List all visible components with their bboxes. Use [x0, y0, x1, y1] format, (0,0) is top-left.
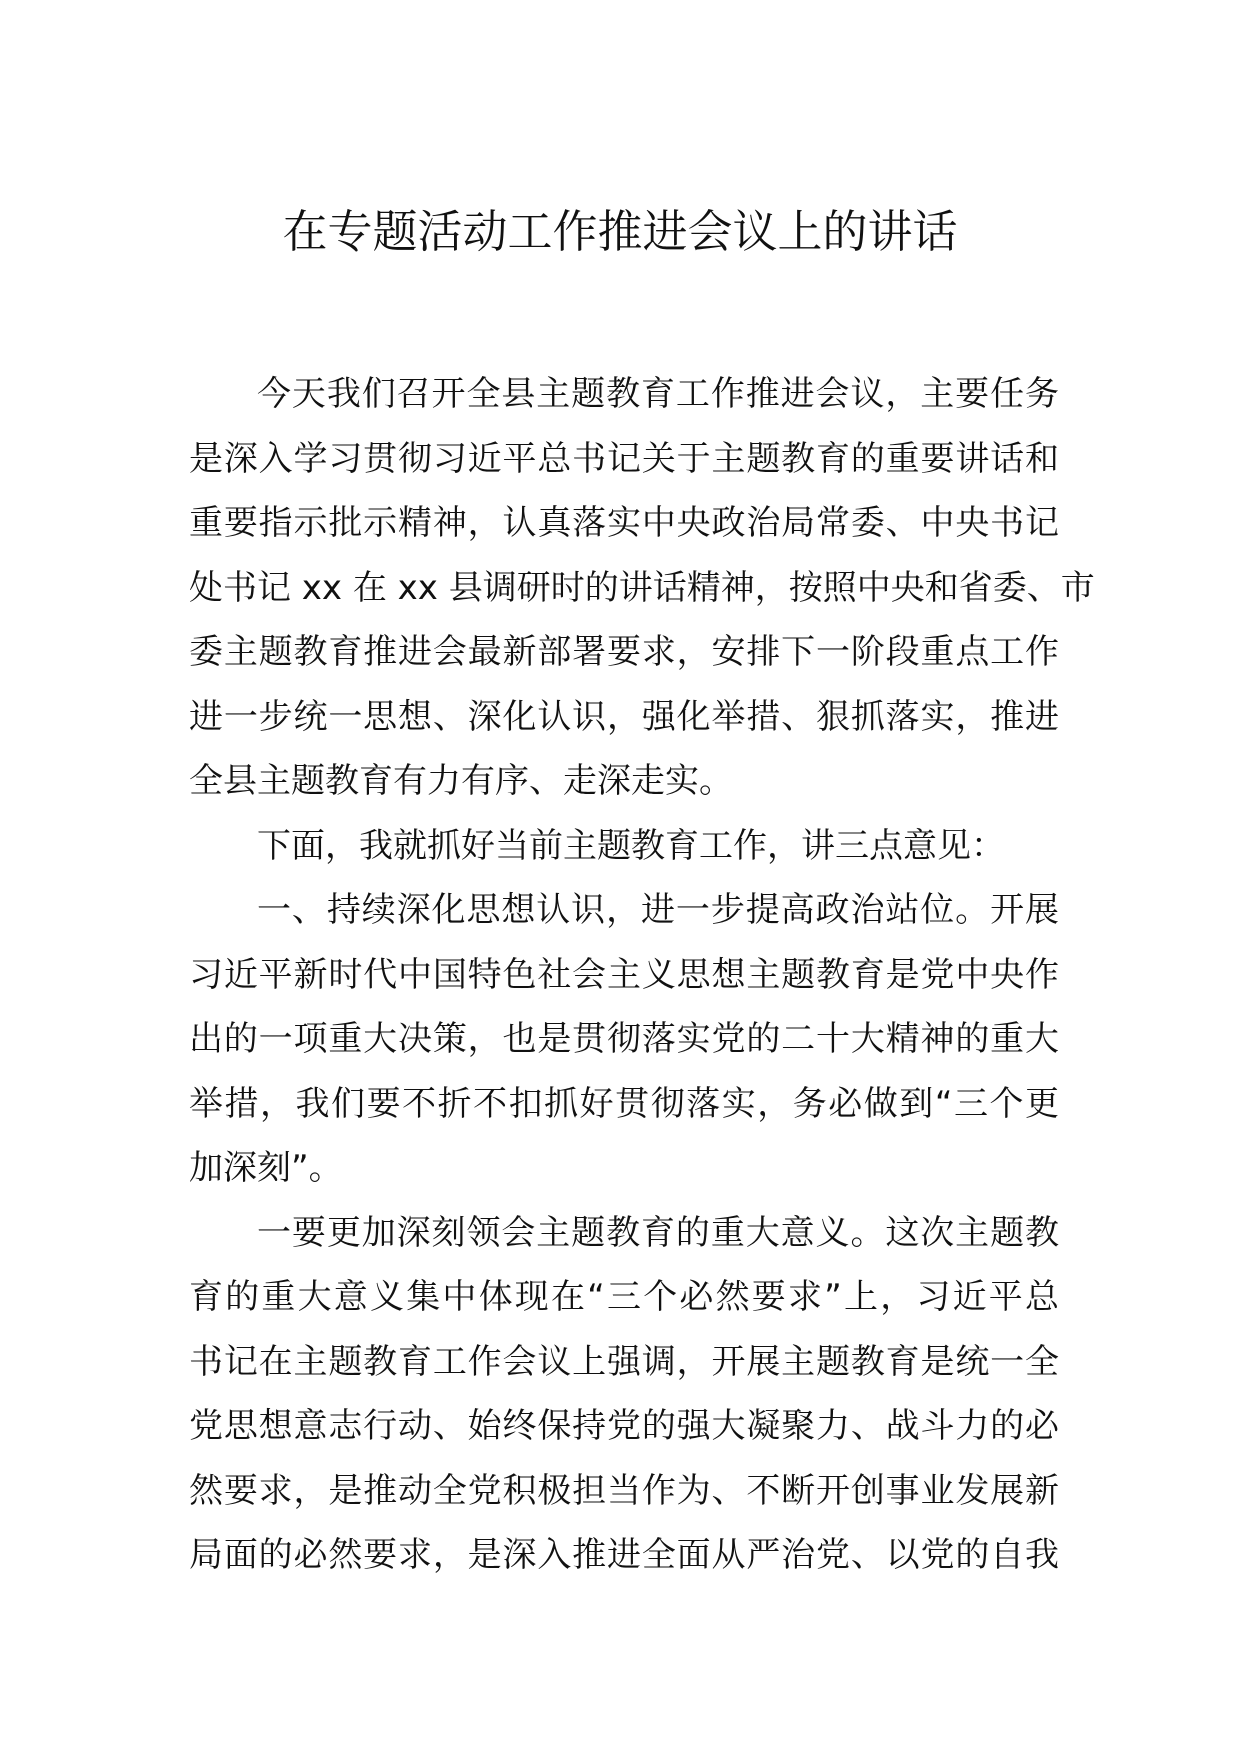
document-title: 在专题活动工作推进会议上的讲话: [282, 205, 958, 258]
text-line: 局面的必然要求，是深入推进全面从严治党、以党的自我: [189, 1535, 1059, 1575]
text-line: 加深刻”。: [189, 1148, 343, 1188]
paragraph-point-one: [189, 1201, 1059, 1588]
text-line: 重要指示批示精神，认真落实中央政治局常委、中央书记: [189, 503, 1059, 543]
text-line: 出的一项重大决策，也是贯彻落实党的二十大精神的重大: [189, 1019, 1059, 1059]
text-line: 进一步统一思想、深化认识，强化举措、狠抓落实，推进: [189, 696, 1059, 737]
text-line: 是深入学习贯彻习近平总书记关于主题教育的重要讲话和: [189, 438, 1059, 479]
text-line: 习近平新时代中国特色社会主义思想主题教育是党中央作: [189, 954, 1059, 995]
text-line: 一、持续深化思想认识，进一步提高政治站位。开展: [257, 890, 1059, 930]
text-line: 党思想意志行动、始终保持党的强大凝聚力、战斗力的必: [189, 1406, 1059, 1446]
text-line: 下面，我就抓好当前主题教育工作，讲三点意见：: [257, 825, 1005, 866]
text-line: 举措，我们要不折不扣抓好贯彻落实，务必做到“三个更: [189, 1083, 1059, 1124]
text-line: 一要更加深刻领会主题教育的重大意义。这次主题教: [257, 1212, 1059, 1253]
text-line: 育的重大意义集中体现在“三个必然要求”上，习近平总: [189, 1277, 1059, 1317]
paragraph-intro: [189, 814, 1059, 879]
paragraph-section-one: [189, 878, 1059, 1201]
paragraph-opening: [189, 362, 1095, 814]
text-line: 书记在主题教育工作会议上强调，开展主题教育是统一全: [189, 1341, 1059, 1382]
text-line: 委主题教育推进会最新部署要求，安排下一阶段重点工作: [189, 632, 1059, 672]
text-line: 然要求，是推动全党积极担当作为、不断开创事业发展新: [189, 1470, 1059, 1511]
text-line: 今天我们召开全县主题教育工作推进会议，主要任务: [257, 374, 1059, 414]
text-line: 全县主题教育有力有序、走深走实。: [189, 761, 733, 801]
document-body: [189, 362, 1095, 1588]
text-line: 处书记 xx 在 xx 县调研时的讲话精神，按照中央和省委、市: [189, 567, 1095, 608]
